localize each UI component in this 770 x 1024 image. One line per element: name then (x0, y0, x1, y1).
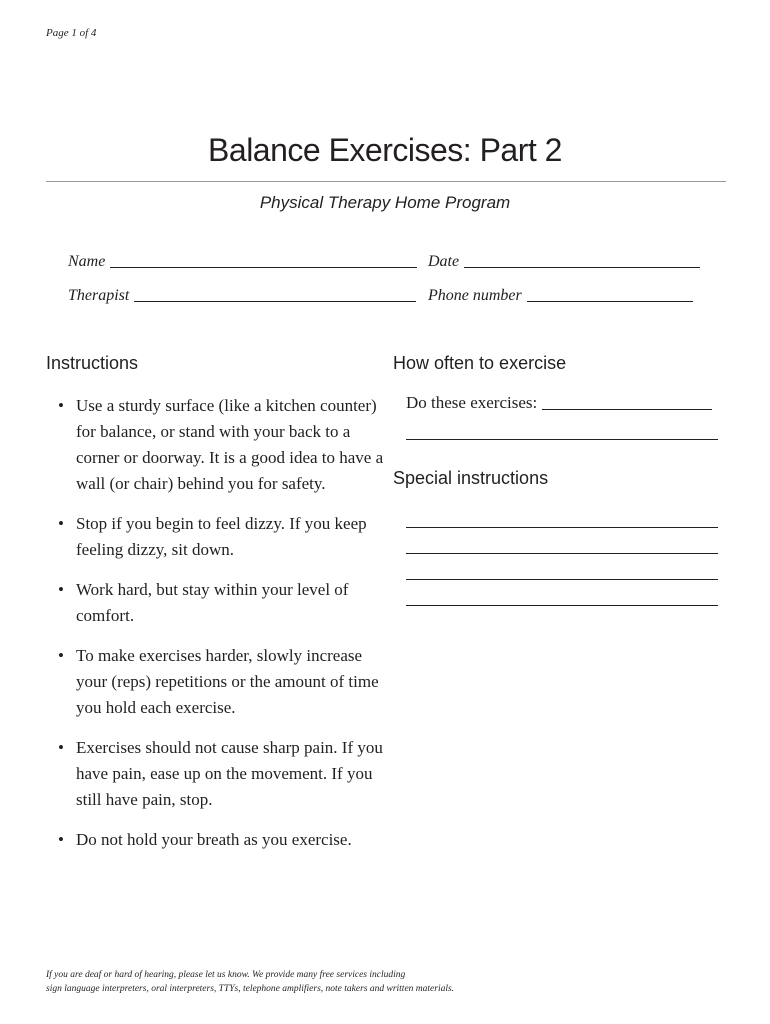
frequency-heading: How often to exercise (393, 353, 567, 373)
therapist-label: Therapist (68, 287, 130, 304)
footer-line-2: sign language interpreters, oral interpreters, TTYs, telephone amplifiers, note takers and written materials. (46, 984, 455, 994)
instruction-item: • To make exercises harder, slowly increase your (reps) repetitions or the amount of time you hold each exercise. (58, 643, 388, 721)
date-field (428, 253, 700, 271)
date-input-line[interactable] (464, 267, 700, 268)
special-instructions-heading: Special instructions (393, 468, 549, 488)
name-input-line[interactable] (110, 267, 417, 268)
instruction-item: • Use a sturdy surface (like a kitchen counter) for balance, or stand with your back to a corner or doorway. It is a good idea to have a wall (or chair) behind you for safety. (58, 393, 388, 497)
footer-note (46, 968, 454, 996)
instruction-item: • Stop if you begin to feel dizzy. If you keep feeling dizzy, sit down. (58, 511, 388, 563)
date-label: Date (428, 253, 460, 270)
title-divider (46, 181, 726, 182)
page-title: Balance Exercises: Part 2 (208, 132, 562, 168)
page-number: Page 1 of 4 (46, 27, 97, 39)
therapist-field (68, 287, 416, 305)
phone-field (428, 287, 693, 305)
special-instructions-line[interactable] (406, 579, 718, 580)
instruction-item: • Exercises should not cause sharp pain. If you have pain, ease up on the movement. If you still have pain, stop. (58, 735, 388, 813)
name-label: Name (68, 253, 106, 270)
frequency-input-line-2[interactable] (406, 439, 718, 440)
instructions-heading: Instructions (46, 353, 139, 373)
phone-label: Phone number (428, 287, 522, 304)
frequency-label: Do these exercises: (406, 393, 538, 412)
special-instructions-line[interactable] (406, 527, 718, 528)
name-field (68, 253, 417, 271)
instruction-item: • Work hard, but stay within your level of comfort. (58, 577, 388, 629)
footer-line-1: If you are deaf or hard of hearing, please let us know. We provide many free services including (46, 970, 406, 980)
special-instructions-line[interactable] (406, 553, 718, 554)
instruction-item: • Do not hold your breath as you exercise. (58, 827, 388, 853)
special-instructions-line[interactable] (406, 605, 718, 606)
instructions-list (58, 393, 388, 867)
therapist-input-line[interactable] (134, 301, 416, 302)
frequency-field (406, 393, 712, 413)
page-subtitle: Physical Therapy Home Program (259, 193, 511, 212)
frequency-input-line[interactable] (542, 409, 712, 410)
phone-input-line[interactable] (527, 301, 693, 302)
